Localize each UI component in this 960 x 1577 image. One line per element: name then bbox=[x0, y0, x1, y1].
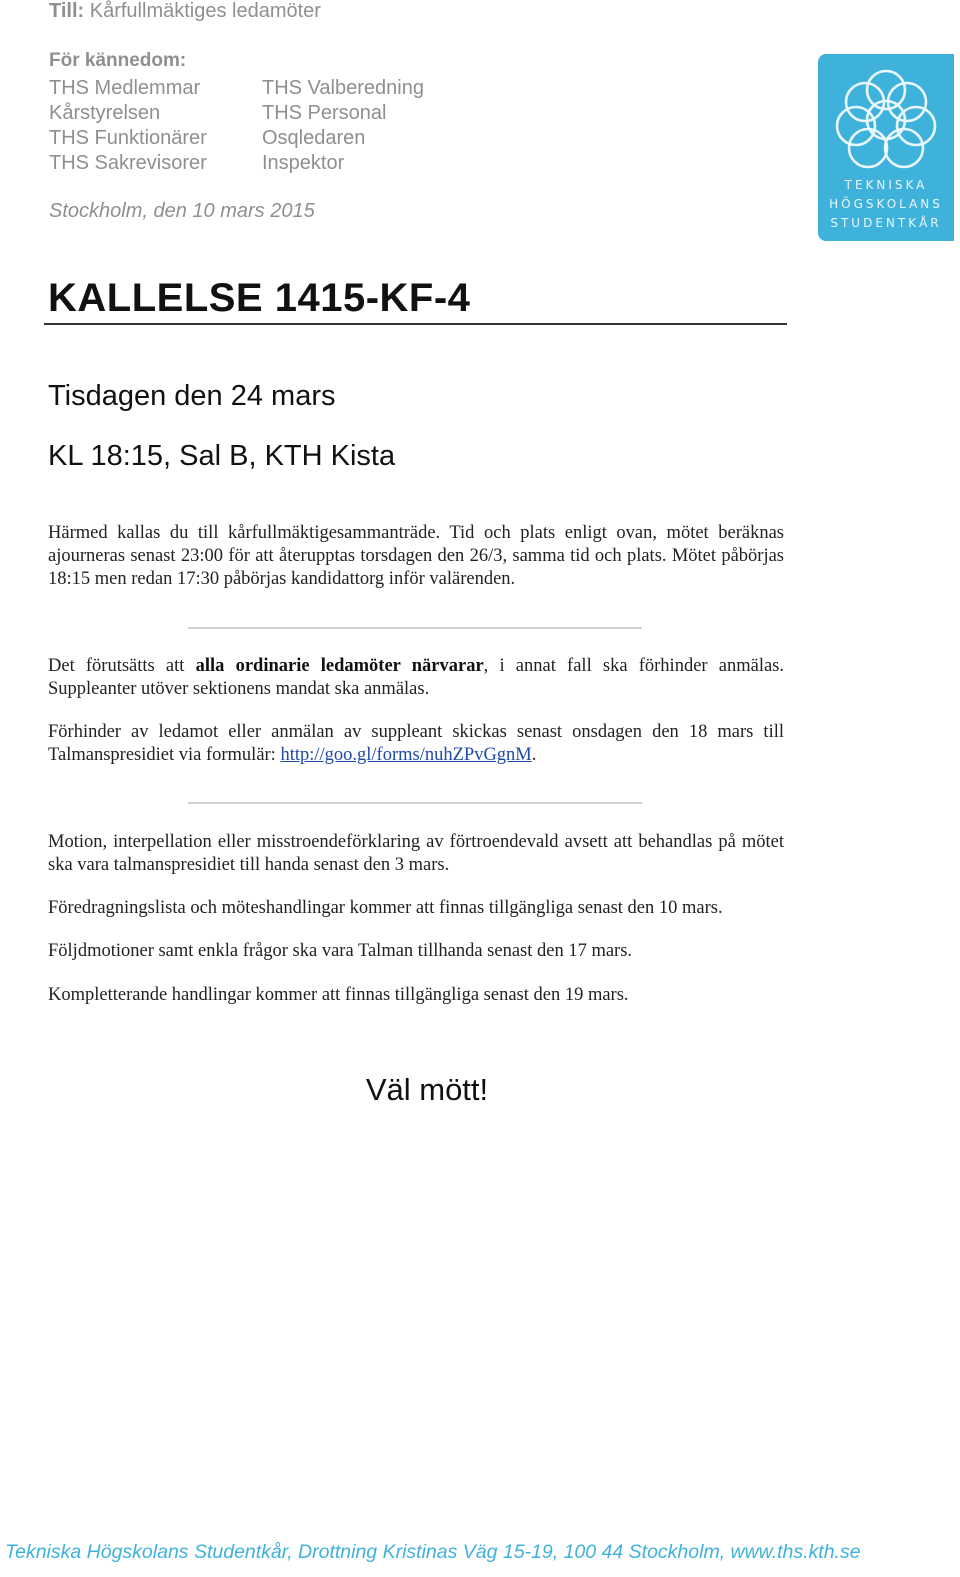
logo-line: STUDENTKÅR bbox=[830, 216, 942, 230]
title-divider bbox=[44, 323, 787, 325]
section-divider bbox=[188, 802, 642, 804]
footer-address: Tekniska Högskolans Studentkår, Drottning Kristinas Väg 15-19, 100 44 Stockholm, www.ths.kth.se bbox=[5, 1541, 861, 1563]
followup-paragraph: Följdmotioner samt enkla frågor ska vara Talman tillhanda senast den 17 mars. bbox=[48, 941, 633, 961]
motion-paragraph: Motion, interpellation eller misstroendeförklaring av förtroendevald avsett att behandlas på mötet ska vara talmanspresidiet till handa senast den 3 mars. bbox=[48, 832, 784, 875]
attendance-paragraph bbox=[48, 655, 784, 701]
fyi-item: THS Personal bbox=[262, 102, 387, 124]
fyi-item: THS Funktionärer bbox=[49, 127, 207, 149]
fyi-item: THS Valberedning bbox=[262, 77, 424, 99]
logo-line: HÖGSKOLANS bbox=[829, 197, 943, 211]
attendance-text: Det förutsätts att bbox=[48, 656, 196, 676]
ths-flower-icon bbox=[832, 68, 940, 172]
logo-wordmark bbox=[818, 176, 954, 233]
absence-text: . bbox=[531, 745, 537, 765]
agenda-paragraph: Föredragningslista och möteshandlingar kommer att finnas tillgängliga senast den 10 mars. bbox=[48, 898, 723, 918]
document-title: KALLELSE 1415-KF-4 bbox=[48, 276, 471, 320]
fyi-heading: För kännedom: bbox=[49, 50, 187, 71]
ths-logo bbox=[818, 54, 954, 241]
absence-paragraph bbox=[48, 721, 784, 767]
meeting-day: Tisdagen den 24 mars bbox=[48, 380, 336, 412]
supplementary-paragraph: Kompletterande handlingar kommer att finnas tillgängliga senast den 19 mars. bbox=[48, 985, 629, 1005]
fyi-item: Kårstyrelsen bbox=[49, 102, 161, 124]
recipient-line bbox=[49, 0, 321, 23]
recipient-label: Till: bbox=[49, 0, 85, 22]
attendance-text: , i annat fall ska förhinder anmälas. Suppleanter utöver sektionens mandat ska anmälas. bbox=[48, 656, 784, 699]
intro-paragraph: Härmed kallas du till kårfullmäktigesammanträde. Tid och plats enligt ovan, mötet beräknas ajourneras senast 23:00 för att återupptas torsdagen den 26/3, samma tid och plats. Mötet påbörjas 18:15 men redan 17:30 påbörjas kandidattorg inför valärenden. bbox=[48, 523, 784, 589]
form-link[interactable]: http://goo.gl/forms/nuhZPvGgnM bbox=[280, 745, 532, 765]
fyi-item: Inspektor bbox=[262, 152, 345, 174]
closing-greeting: Väl mött! bbox=[365, 1072, 489, 1107]
recipient-value: Kårfullmäktiges ledamöter bbox=[89, 0, 321, 22]
fyi-item: THS Medlemmar bbox=[49, 77, 201, 99]
absence-text: Förhinder av ledamot eller anmälan av suppleant skickas senast onsdagen den 18 mars till Talmanspresidiet via formulär: bbox=[48, 722, 784, 765]
section-divider bbox=[188, 627, 642, 629]
fyi-item: Osqledaren bbox=[262, 127, 366, 149]
attendance-emphasis: alla ordinarie ledamöter närvarar bbox=[195, 656, 484, 676]
fyi-list-left bbox=[49, 76, 207, 176]
fyi-item: THS Sakrevisorer bbox=[49, 152, 207, 174]
place-date: Stockholm, den 10 mars 2015 bbox=[49, 200, 315, 222]
meeting-time-place: KL 18:15, Sal B, KTH Kista bbox=[48, 440, 396, 472]
fyi-list-right bbox=[262, 76, 424, 176]
logo-line: TEKNISKA bbox=[844, 178, 928, 192]
